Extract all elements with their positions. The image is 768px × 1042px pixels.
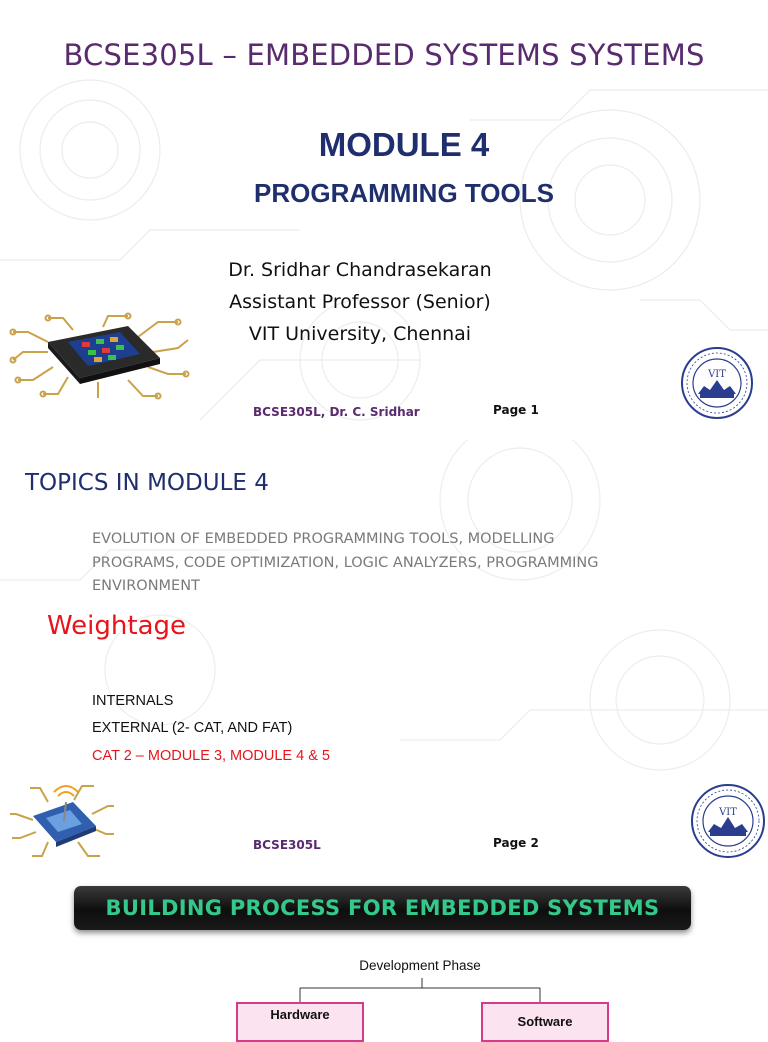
diagram-node-label: Software [517,1014,573,1029]
weightage-item: INTERNALS [92,693,174,709]
wireless-chip-illustration [8,780,118,860]
section-banner [74,886,691,930]
vit-logo-text: VIT [719,807,737,818]
slide-1 [0,0,768,440]
topics-description [92,528,692,599]
diagram-node-software [481,1002,609,1042]
course-title: BCSE305L – EMBEDDED SYSTEMS SYSTEMS [63,38,705,72]
weightage-item-highlight: CAT 2 – MODULE 3, MODULE 4 & 5 [92,748,330,764]
weightage-item: EXTERNAL (2- CAT, AND FAT) [92,720,293,736]
diagram-root-label: Development Phase [359,958,481,973]
author-role: Assistant Professor (Senior) [229,291,491,313]
slide-page-number: Page 1 [493,403,539,417]
topics-line: PROGRAMS, CODE OPTIMIZATION, LOGIC ANALYZERS, PROGRAMMING [92,554,599,571]
topics-heading: TOPICS IN MODULE 4 [25,470,269,496]
topics-line: EVOLUTION OF EMBEDDED PROGRAMMING TOOLS, MODELLING [92,531,555,547]
slide-footer-course: BCSE305L, Dr. C. Sridhar [253,405,420,419]
vit-logo-text: VIT [708,369,726,380]
slide-footer-course: BCSE305L [253,838,321,852]
weightage-heading: Weightage [47,611,187,641]
diagram-node-hardware [236,1002,364,1042]
module-heading: MODULE 4 [318,126,490,163]
module-subtitle: PROGRAMMING TOOLS [254,178,554,208]
banner-title: BUILDING PROCESS FOR EMBEDDED SYSTEMS [105,896,660,920]
slide-page-number: Page 2 [493,836,539,850]
vit-logo-icon [690,780,766,862]
diagram-node-label: Hardware [270,1007,330,1022]
microchip-illustration [8,312,190,402]
author-name: Dr. Sridhar Chandrasekaran [228,259,492,281]
topics-line: ENVIRONMENT [92,578,200,594]
vit-logo-icon [680,346,754,420]
diagram-connectors [0,972,768,1024]
author-institution: VIT University, Chennai [248,323,472,345]
